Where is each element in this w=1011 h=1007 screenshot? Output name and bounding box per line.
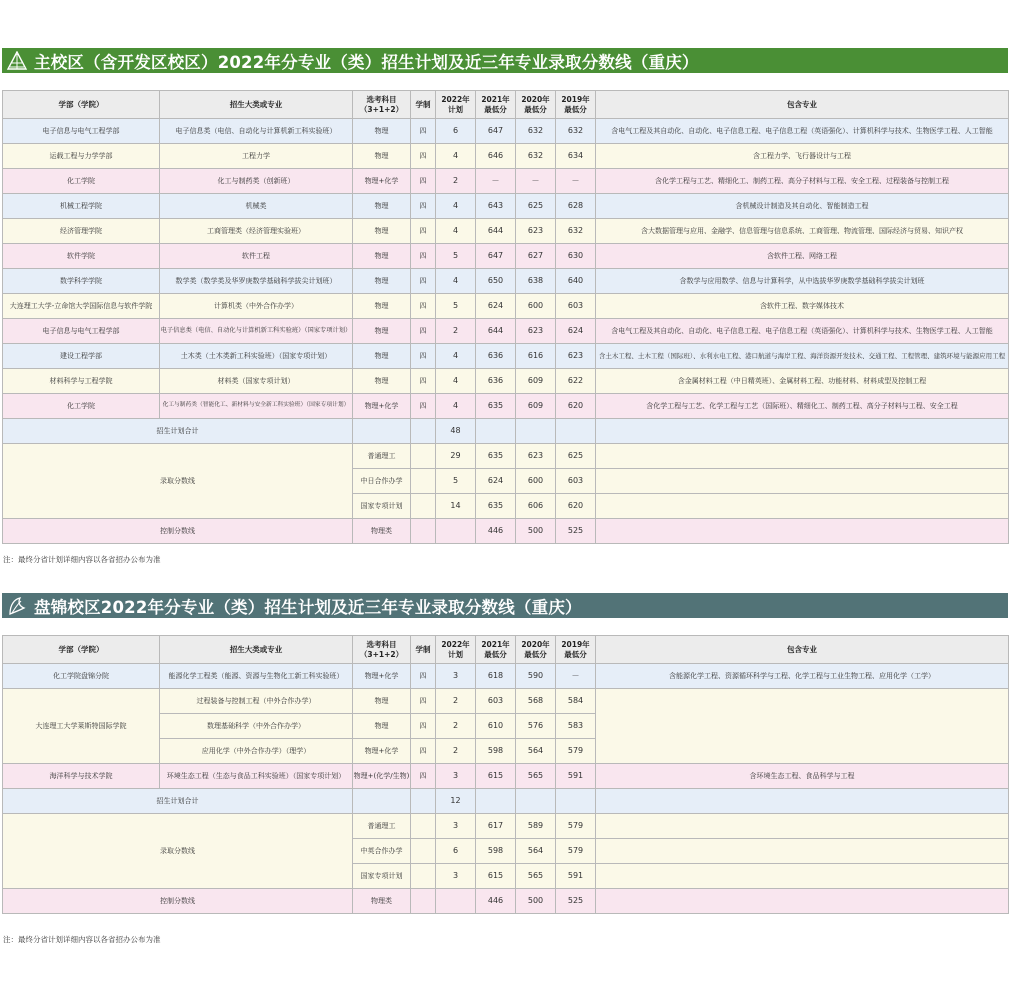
empty-cell [436,889,476,914]
subject-cell: 物理 [353,344,411,369]
score-2019-cell: 591 [556,864,596,889]
column-header: 选考科目 （3+1+2） [353,91,411,119]
table-row [3,664,1009,689]
score-2020-cell: 589 [516,814,556,839]
score-2019-cell: － [556,169,596,194]
total-plan-value: 48 [436,419,476,444]
empty-cell [436,519,476,544]
included-majors-cell: 含电气工程及其自动化、自动化、电子信息工程、电子信息工程（英语强化）、计算机科学与技术、生物医学工程、人工智能 [596,319,1009,344]
score-2021-cell: 644 [476,219,516,244]
plan-2022-cell: 3 [436,814,476,839]
section-banner-main-campus [2,48,1008,73]
school-cell: 化工学院 [3,169,160,194]
subject-cell: 物理 [353,319,411,344]
school-cell: 建设工程学部 [3,344,160,369]
subject-cell: 物理 [353,119,411,144]
included-majors-cell: 含电气工程及其自动化、自动化、电子信息工程、电子信息工程（英语强化）、计算机科学与技术、生物医学工程、人工智能 [596,119,1009,144]
empty-cell [516,419,556,444]
admission-label: 录取分数线 [3,814,353,889]
empty-cell [353,419,411,444]
score-2021-cell: － [476,169,516,194]
duration-cell: 四 [411,764,436,789]
table-row [3,119,1009,144]
duration-cell: 四 [411,244,436,269]
score-2020-cell: 500 [516,889,556,914]
major-category-cell: 软件工程 [160,244,353,269]
score-2021-cell: 446 [476,889,516,914]
included-majors-cell: 含化学工程与工艺、化学工程与工艺（国际班）、精细化工、制药工程、高分子材料与工程、安全工程 [596,394,1009,419]
score-2021-cell: 635 [476,444,516,469]
score-2019-cell: 640 [556,269,596,294]
plan-2022-cell: 3 [436,764,476,789]
empty-cell [411,864,436,889]
plan-2022-cell: 4 [436,269,476,294]
duration-cell: 四 [411,664,436,689]
score-2019-cell: 583 [556,714,596,739]
subject-cell: 物理 [353,689,411,714]
empty-cell [476,419,516,444]
score-2020-cell: 500 [516,519,556,544]
column-header: 2021年 最低分 [476,636,516,664]
subject-cell: 物理+化学 [353,169,411,194]
column-header: 学部（学院） [3,91,160,119]
empty-cell [556,419,596,444]
subject-cell: 物理+化学 [353,394,411,419]
plan-2022-cell: 3 [436,664,476,689]
plan-2022-cell: 29 [436,444,476,469]
score-2021-cell: 646 [476,144,516,169]
score-2020-cell: 623 [516,319,556,344]
score-2021-cell: 636 [476,344,516,369]
empty-cell [596,839,1009,864]
subject-cell: 物理 [353,269,411,294]
score-2020-cell: 623 [516,444,556,469]
plan-2022-cell: 2 [436,739,476,764]
score-2021-cell: 647 [476,244,516,269]
empty-cell [411,814,436,839]
school-cell: 经济管理学院 [3,219,160,244]
table-row [3,194,1009,219]
table-row [3,219,1009,244]
subject-cell: 物理+(化学/生物) [353,764,411,789]
total-label: 招生计划合计 [3,419,353,444]
school-cell: 电子信息与电气工程学部 [3,319,160,344]
included-majors-cell: 含金属材料工程（中日精英班）、金属材料工程、功能材料、材料成型及控制工程 [596,369,1009,394]
duration-cell: 四 [411,344,436,369]
major-category-cell: 过程装备与控制工程（中外合作办学） [160,689,353,714]
score-2019-cell: 525 [556,519,596,544]
plan-2022-cell: 4 [436,394,476,419]
column-header: 学制 [411,636,436,664]
plan-2022-cell: 6 [436,839,476,864]
empty-cell [411,419,436,444]
duration-cell: 四 [411,219,436,244]
school-cell: 海洋科学与技术学院 [3,764,160,789]
included-majors-cell: 含软件工程、网络工程 [596,244,1009,269]
score-2019-cell: 584 [556,689,596,714]
empty-cell [411,889,436,914]
score-2021-cell: 603 [476,689,516,714]
table-row [3,319,1009,344]
plan-2022-cell: 5 [436,469,476,494]
score-2019-cell: 603 [556,469,596,494]
score-2021-cell: 636 [476,369,516,394]
column-header: 2020年 最低分 [516,636,556,664]
major-category-cell: 能源化学工程类（能源、资源与生物化工新工科实验班） [160,664,353,689]
duration-cell: 四 [411,194,436,219]
score-2020-cell: 565 [516,764,556,789]
major-category-cell: 数学类（数学类及华罗庚数学基础科学拔尖计划班） [160,269,353,294]
control-label: 控制分数线 [3,519,353,544]
subject-cell: 物理+化学 [353,739,411,764]
control-type-cell: 物理类 [353,889,411,914]
empty-cell [411,519,436,544]
table-row [3,144,1009,169]
score-2020-cell: 638 [516,269,556,294]
empty-cell [411,789,436,814]
tree-icon [4,48,30,73]
score-2019-cell: 525 [556,889,596,914]
duration-cell: 四 [411,739,436,764]
subject-cell: 物理 [353,144,411,169]
empty-cell [596,864,1009,889]
score-2019-cell: 622 [556,369,596,394]
included-majors-cell: 含化学工程与工艺、精细化工、制药工程、高分子材料与工程、安全工程、过程装备与控制工程 [596,169,1009,194]
score-2021-cell: 598 [476,839,516,864]
footnote: 注：最终分省计划详细内容以各省招办公布为准 [3,555,161,564]
duration-cell: 四 [411,714,436,739]
plan-2022-cell: 4 [436,194,476,219]
control-score-row [3,519,1009,544]
empty-cell [596,889,1009,914]
empty-cell [596,444,1009,469]
major-category-cell: 电子信息类（电信、自动化与计算机新工科实验班） [160,119,353,144]
school-cell: 机械工程学院 [3,194,160,219]
plan-2022-cell: 4 [436,219,476,244]
subject-cell: 物理 [353,369,411,394]
subject-cell: 物理 [353,714,411,739]
score-2020-cell: 616 [516,344,556,369]
major-category-cell: 计算机类（中外合作办学） [160,294,353,319]
empty-cell [411,839,436,864]
duration-cell: 四 [411,369,436,394]
subject-cell: 物理 [353,219,411,244]
score-2020-cell: 627 [516,244,556,269]
major-category-cell: 材料类（国家专项计划） [160,369,353,394]
included-majors-cell [596,689,1009,764]
plan-2022-cell: 14 [436,494,476,519]
score-2019-cell: 591 [556,764,596,789]
score-2021-cell: 635 [476,494,516,519]
score-2021-cell: 446 [476,519,516,544]
score-2021-cell: 617 [476,814,516,839]
empty-cell [596,789,1009,814]
admission-type-cell: 中英合作办学 [353,839,411,864]
control-label: 控制分数线 [3,889,353,914]
empty-cell [596,419,1009,444]
score-2021-cell: 610 [476,714,516,739]
column-header: 2021年 最低分 [476,91,516,119]
table-row [3,269,1009,294]
admission-table-main-campus [2,90,1009,544]
score-2019-cell: 579 [556,839,596,864]
score-2019-cell: 603 [556,294,596,319]
school-cell: 大连理工大学莱斯特国际学院 [3,689,160,764]
section-title: 盘锦校区2022年分专业（类）招生计划及近三年专业录取分数线（重庆） [34,597,582,617]
admission-score-row [3,814,1009,839]
column-header: 2019年 最低分 [556,636,596,664]
score-2019-cell: － [556,664,596,689]
score-2019-cell: 620 [556,494,596,519]
section-banner-panjin-campus [2,593,1008,618]
empty-cell [596,519,1009,544]
score-2020-cell: 564 [516,739,556,764]
score-2020-cell: 609 [516,369,556,394]
major-category-cell: 工程力学 [160,144,353,169]
school-cell: 材料科学与工程学院 [3,369,160,394]
school-cell: 运载工程与力学学部 [3,144,160,169]
score-2020-cell: 632 [516,119,556,144]
duration-cell: 四 [411,144,436,169]
plan-2022-cell: 4 [436,144,476,169]
major-category-cell: 应用化学（中外合作办学）（理学） [160,739,353,764]
score-2019-cell: 634 [556,144,596,169]
included-majors-cell: 含机械设计制造及其自动化、智能制造工程 [596,194,1009,219]
score-2021-cell: 615 [476,764,516,789]
score-2021-cell: 650 [476,269,516,294]
column-header: 包含专业 [596,636,1009,664]
duration-cell: 四 [411,394,436,419]
plan-2022-cell: 2 [436,169,476,194]
school-cell: 数学科学学院 [3,269,160,294]
duration-cell: 四 [411,689,436,714]
score-2020-cell: 564 [516,839,556,864]
score-2021-cell: 624 [476,469,516,494]
duration-cell: 四 [411,294,436,319]
major-category-cell: 数理基础科学（中外合作办学） [160,714,353,739]
major-category-cell: 土木类（土木类新工科实验班）（国家专项计划） [160,344,353,369]
score-2019-cell: 630 [556,244,596,269]
total-plan-value: 12 [436,789,476,814]
column-header: 招生大类或专业 [160,636,353,664]
control-type-cell: 物理类 [353,519,411,544]
major-category-cell: 工商管理类（经济管理实验班） [160,219,353,244]
score-2021-cell: 615 [476,864,516,889]
table-row [3,764,1009,789]
score-2020-cell: 568 [516,689,556,714]
score-2020-cell: 609 [516,394,556,419]
plan-2022-cell: 6 [436,119,476,144]
column-header: 学部（学院） [3,636,160,664]
score-2019-cell: 625 [556,444,596,469]
empty-cell [411,494,436,519]
subject-cell: 物理 [353,294,411,319]
included-majors-cell: 含环境生态工程、食品科学与工程 [596,764,1009,789]
total-label: 招生计划合计 [3,789,353,814]
admission-score-row [3,444,1009,469]
score-2020-cell: 623 [516,219,556,244]
table-row [3,369,1009,394]
score-2020-cell: 632 [516,144,556,169]
included-majors-cell: 含土木工程、土木工程（国际班）、水利水电工程、港口航道与海岸工程、海洋资源开发技术、交通工程、工程管理、建筑环境与能源应用工程 [596,344,1009,369]
included-majors-cell: 含软件工程、数字媒体技术 [596,294,1009,319]
table-row [3,344,1009,369]
plan-2022-cell: 2 [436,714,476,739]
column-header: 2022年 计划 [436,91,476,119]
subject-cell: 物理 [353,194,411,219]
table-row [3,394,1009,419]
admission-type-cell: 中日合作办学 [353,469,411,494]
school-cell: 大连理工大学-立命馆大学国际信息与软件学院 [3,294,160,319]
major-category-cell: 化工与制药类（创新班） [160,169,353,194]
column-header: 2019年 最低分 [556,91,596,119]
empty-cell [411,444,436,469]
column-header: 学制 [411,91,436,119]
subject-cell: 物理+化学 [353,664,411,689]
empty-cell [596,814,1009,839]
score-2019-cell: 579 [556,814,596,839]
score-2021-cell: 624 [476,294,516,319]
table-row [3,294,1009,319]
school-cell: 电子信息与电气工程学部 [3,119,160,144]
column-header: 选考科目 （3+1+2） [353,636,411,664]
major-category-cell: 电子信息类（电信、自动化与计算机新工科实验班）（国家专项计划） [160,319,353,344]
table-row [3,169,1009,194]
subject-cell: 物理 [353,244,411,269]
score-2020-cell: 625 [516,194,556,219]
empty-cell [476,789,516,814]
major-category-cell: 机械类 [160,194,353,219]
score-2021-cell: 644 [476,319,516,344]
column-header: 2022年 计划 [436,636,476,664]
empty-cell [411,469,436,494]
score-2020-cell: 606 [516,494,556,519]
admission-label: 录取分数线 [3,444,353,519]
score-2021-cell: 647 [476,119,516,144]
score-2019-cell: 579 [556,739,596,764]
included-majors-cell: 含工程力学、飞行器设计与工程 [596,144,1009,169]
plan-2022-cell: 2 [436,319,476,344]
duration-cell: 四 [411,169,436,194]
admission-table-panjin-campus [2,635,1009,914]
score-2019-cell: 632 [556,219,596,244]
score-2019-cell: 620 [556,394,596,419]
plan-2022-cell: 4 [436,344,476,369]
score-2019-cell: 632 [556,119,596,144]
score-2019-cell: 624 [556,319,596,344]
plan-2022-cell: 2 [436,689,476,714]
duration-cell: 四 [411,319,436,344]
column-header: 招生大类或专业 [160,91,353,119]
duration-cell: 四 [411,269,436,294]
score-2021-cell: 643 [476,194,516,219]
column-header: 2020年 最低分 [516,91,556,119]
score-2020-cell: 576 [516,714,556,739]
total-row [3,789,1009,814]
column-header: 包含专业 [596,91,1009,119]
duration-cell: 四 [411,119,436,144]
empty-cell [353,789,411,814]
table-row [3,244,1009,269]
table-row [3,689,1009,714]
included-majors-cell: 含大数据管理与应用、金融学、信息管理与信息系统、工商管理、物流管理、国际经济与贸易、知识产权 [596,219,1009,244]
score-2021-cell: 598 [476,739,516,764]
plan-2022-cell: 3 [436,864,476,889]
plan-2022-cell: 5 [436,244,476,269]
score-2020-cell: 565 [516,864,556,889]
score-2020-cell: 600 [516,469,556,494]
admission-type-cell: 国家专项计划 [353,494,411,519]
footnote: 注：最终分省计划详细内容以各省招办公布为准 [3,935,161,944]
major-category-cell: 环境生态工程（生态与食品工科实验班）（国家专项计划） [160,764,353,789]
score-2020-cell: 590 [516,664,556,689]
empty-cell [596,494,1009,519]
admission-type-cell: 国家专项计划 [353,864,411,889]
empty-cell [596,469,1009,494]
empty-cell [516,789,556,814]
section-title: 主校区（含开发区校区）2022年分专业（类）招生计划及近三年专业录取分数线（重庆） [34,52,699,72]
total-row [3,419,1009,444]
table-header-row [3,91,1009,119]
plan-2022-cell: 5 [436,294,476,319]
plant-icon [4,593,30,618]
admission-type-cell: 普通理工 [353,444,411,469]
control-score-row [3,889,1009,914]
score-2019-cell: 628 [556,194,596,219]
score-2020-cell: － [516,169,556,194]
plan-2022-cell: 4 [436,369,476,394]
score-2019-cell: 623 [556,344,596,369]
admission-type-cell: 普通理工 [353,814,411,839]
score-2021-cell: 618 [476,664,516,689]
school-cell: 化工学院 [3,394,160,419]
school-cell: 化工学院盘锦分院 [3,664,160,689]
empty-cell [556,789,596,814]
school-cell: 软件学院 [3,244,160,269]
included-majors-cell: 含数学与应用数学、信息与计算科学，从中选拔华罗庚数学基础科学拔尖计划班 [596,269,1009,294]
table-header-row [3,636,1009,664]
score-2021-cell: 635 [476,394,516,419]
included-majors-cell: 含能源化学工程、资源循环科学与工程、化学工程与工业生物工程、应用化学（工学） [596,664,1009,689]
major-category-cell: 化工与制药类（智能化工、新材料与安全新工科实验班）（国家专项计划） [160,394,353,419]
score-2020-cell: 600 [516,294,556,319]
